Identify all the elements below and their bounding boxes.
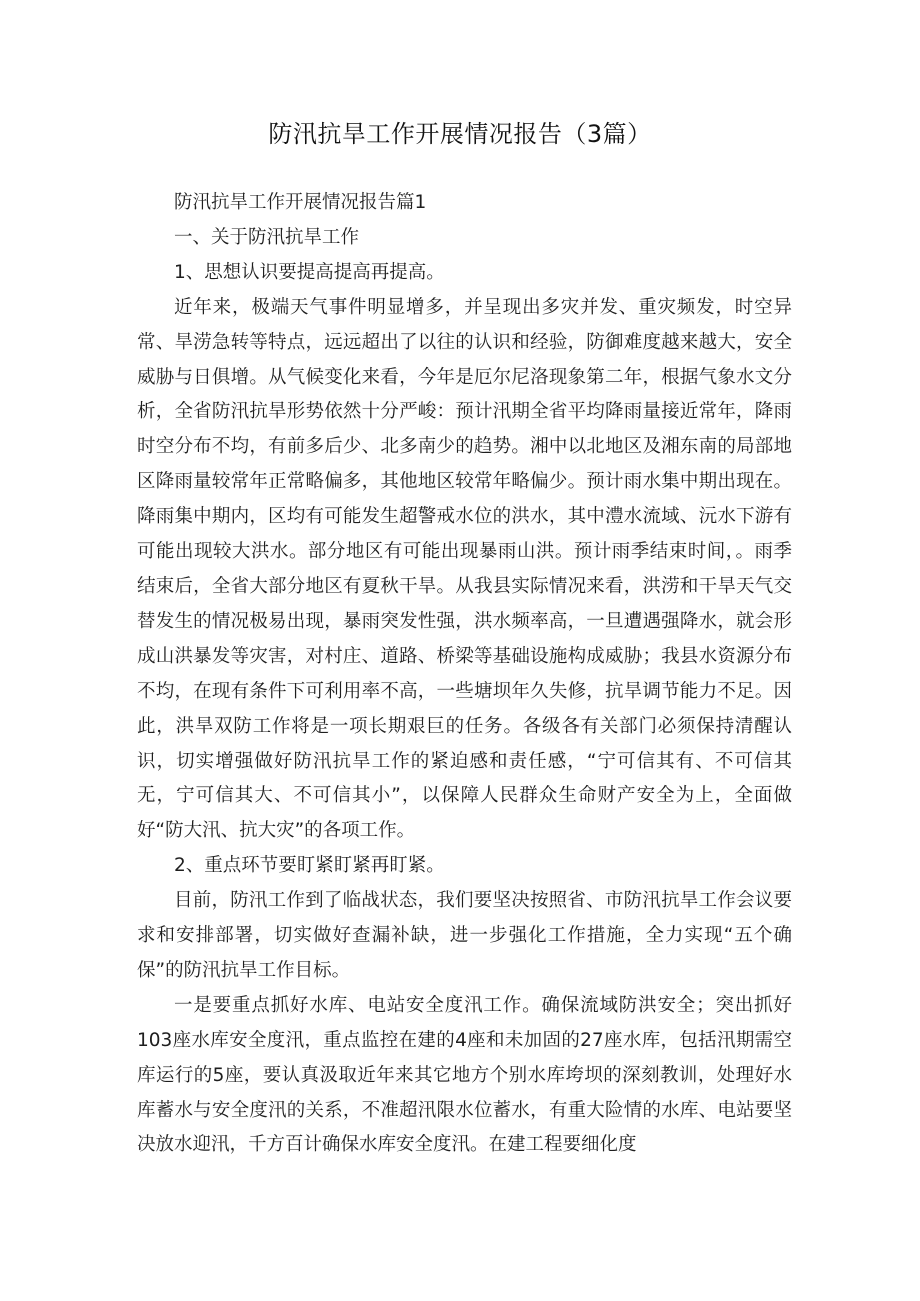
point-heading: 1、思想认识要提高提高再提高。 xyxy=(174,261,445,283)
document-body xyxy=(137,186,792,1163)
section-subheading: 一、关于防汛抗旱工作 xyxy=(174,226,360,248)
body-paragraph: 目前，防汛工作到了临战状态，我们要坚决按照省、市防汛抗旱工作会议要求和安排部署，切实做好查漏补缺，进一步强化工作措施，全力实现“五个确保”的防汛抗旱工作目标。 xyxy=(137,890,792,981)
body-paragraph: 近年来，极端天气事件明显增多，并呈现出多灾并发、重灾频发，时空异常、旱涝急转等特点，远远超出了以往的认识和经验，防御难度越来越大，安全威胁与日俱增。从气候变化来看，今年是厄尔尼洛现象第二年，根据气象水文分析，全省防汛抗旱形势依然十分严峻：预计汛期全省平均降雨量接近常年，降雨时空分布不均，有前多后少、北多南少的趋势。湘中以北地区及湘东南的局部地区降雨量较常年正常略偏多，其他地区较常年略偏少。预计雨水集中期出现在。降雨集中期内，区均有可能发生超警戒水位的洪水，其中澧水流域、沅水下游有可能出现较大洪水。部分地区有可能出现暴雨山洪。预计雨季结束时间，。雨季结束后，全省大部分地区有夏秋干旱。从我县实际情况来看，洪涝和干旱天气交替发生的情况极易出现，暴雨突发性强，洪水频率高，一旦遭遇强降水，就会形成山洪暴发等灾害，对村庄、道路、桥梁等基础设施构成威胁；我县水资源分布不均，在现有条件下可利用率不高，一些塘坝年久失修，抗旱调节能力不足。因此，洪旱双防工作将是一项长期艰巨的任务。各级各有关部门必须保持清醒认识，切实增强做好防汛抗旱工作的紧迫感和责任感，“宁可信其有、不可信其无，宁可信其大、不可信其小”，以保障人民群众生命财产安全为上，全面做好“防大汛、抗大灾”的各项工作。 xyxy=(137,296,792,842)
document-title: 防汛抗旱工作开展情况报告（3篇） xyxy=(268,120,652,148)
point-heading: 2、重点环节要盯紧盯紧再盯紧。 xyxy=(174,855,445,877)
body-paragraph: 一是要重点抓好水库、电站安全度汛工作。确保流域防洪安全；突出抓好103座水库安全度汛，重点监控在建的4座和未加固的27座水库，包括汛期需空库运行的5座，要认真汲取近年来其它地方个别水库垮坝的深刻教训，处理好水库蓄水与安全度汛的关系，不准超汛限水位蓄水，有重大险情的水库、电站要坚决放水迎汛，千方百计确保水库安全度汛。在建工程要细化度 xyxy=(137,994,792,1156)
section-heading: 防汛抗旱工作开展情况报告篇1 xyxy=(174,192,427,213)
